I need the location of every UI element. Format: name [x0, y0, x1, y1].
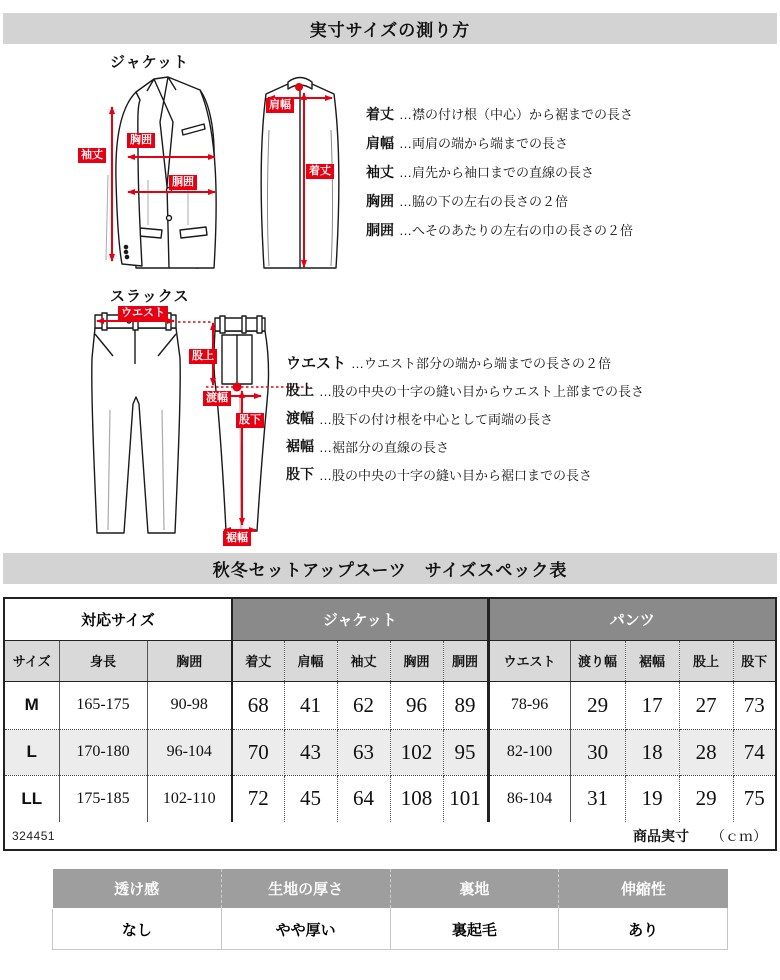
- definition-term: 渡幅: [286, 410, 314, 426]
- size-cell: L: [4, 729, 59, 775]
- value-cell: 29: [570, 681, 625, 729]
- definition-desc: …股下の付け根を中心として両端の長さ: [319, 411, 554, 427]
- inseam-tag: 股下: [236, 413, 264, 428]
- slacks-definitions: [286, 348, 644, 488]
- value-cell: 102-110: [147, 775, 232, 823]
- value-cell: 62: [337, 681, 390, 729]
- measure-guide-title: 実寸サイズの測り方: [3, 13, 777, 44]
- spec-value-row: [53, 909, 728, 950]
- definition-desc: …両肩の端から端までの長さ: [399, 136, 569, 151]
- value-cell: 82-100: [488, 729, 570, 775]
- column-header: 胸囲: [147, 640, 232, 681]
- value-cell: 18: [625, 729, 679, 775]
- chest-tag: 胸囲: [127, 133, 155, 148]
- value-cell: 165-175: [59, 681, 147, 729]
- size-row-m: [4, 681, 776, 729]
- size-row-l: [4, 729, 776, 775]
- value-cell: 102: [390, 729, 443, 775]
- column-header: 着丈: [232, 640, 284, 681]
- spec-header: 裏地: [390, 869, 559, 909]
- spec-header-row: [53, 869, 728, 909]
- size-cell: M: [4, 681, 59, 729]
- definition-desc: …股の中央の十字の縫い目から裾口までの長さ: [319, 467, 593, 483]
- value-cell: 28: [679, 729, 733, 775]
- value-cell: 41: [284, 681, 337, 729]
- value-cell: 170-180: [59, 729, 147, 775]
- definition-term: 胸囲: [366, 192, 394, 209]
- jacket-definitions: [366, 99, 633, 244]
- column-header: 股上: [679, 640, 733, 681]
- sleeve-length-tag: 袖丈: [78, 148, 106, 163]
- waist-girth-tag: 胴囲: [169, 175, 197, 190]
- size-spec-title: 秋冬セットアップスーツ サイズスペック表: [3, 553, 777, 584]
- definition-term: 着丈: [366, 105, 394, 122]
- size-cell: LL: [4, 775, 59, 823]
- pants-front-drawing: [92, 313, 180, 533]
- definition-term: 股上: [286, 382, 314, 398]
- definition-desc: …股の中央の十字の縫い目からウエスト上部までの長さ: [319, 383, 645, 399]
- definition-line: [366, 186, 633, 215]
- size-row-ll: [4, 775, 776, 823]
- column-header: 胴囲: [443, 640, 488, 681]
- value-cell: 75: [733, 775, 776, 823]
- value-cell: 64: [337, 775, 390, 823]
- definition-term: 裾幅: [286, 438, 314, 454]
- spec-value: なし: [53, 909, 222, 950]
- value-cell: 96-104: [147, 729, 232, 775]
- slacks-diagram: [80, 302, 315, 554]
- column-header: サイズ: [4, 640, 59, 681]
- value-cell: 86-104: [488, 775, 570, 823]
- slacks-section-label: スラックス: [110, 288, 190, 305]
- waist-tag: ウエスト: [118, 306, 168, 321]
- definition-desc: …脇の下の左右の長さの２倍: [399, 194, 569, 209]
- jacket-front-drawing: [106, 77, 216, 268]
- definition-desc: …裾部分の直線の長さ: [319, 439, 450, 455]
- value-cell: 78-96: [488, 681, 570, 729]
- product-code: 324451: [12, 828, 56, 843]
- body-length-tag: 着丈: [306, 164, 334, 179]
- shoulder-width-tag: 肩幅: [266, 98, 294, 113]
- value-cell: 74: [733, 729, 776, 775]
- spec-header: 生地の厚さ: [221, 869, 390, 909]
- value-cell: 27: [679, 681, 733, 729]
- fabric-spec-table: [52, 869, 728, 950]
- thigh-width-tag: 渡幅: [203, 391, 231, 406]
- column-header: 裾幅: [625, 640, 679, 681]
- value-cell: 17: [625, 681, 679, 729]
- jacket-section-label: ジャケット: [110, 54, 189, 71]
- column-header: 渡り幅: [570, 640, 625, 681]
- spec-header: 透け感: [53, 869, 222, 909]
- definition-desc: …へそのあたりの左右の巾の長さの２倍: [399, 223, 634, 238]
- jacket-diagram: [70, 70, 370, 292]
- actual-size-note: 商品実寸: [633, 827, 689, 844]
- group-header-pants: パンツ: [488, 598, 776, 640]
- definition-line: [366, 128, 633, 157]
- value-cell: 101: [443, 775, 488, 823]
- column-header: 肩幅: [284, 640, 337, 681]
- value-cell: 43: [284, 729, 337, 775]
- value-cell: 19: [625, 775, 679, 823]
- value-cell: 108: [390, 775, 443, 823]
- definition-term: 股下: [286, 466, 314, 482]
- value-cell: 96: [390, 681, 443, 729]
- definition-line: [366, 157, 633, 186]
- group-header-jacket: ジャケット: [232, 598, 488, 640]
- value-cell: 73: [733, 681, 776, 729]
- value-cell: 68: [232, 681, 284, 729]
- column-header-row: [4, 640, 776, 681]
- definition-line: [286, 404, 644, 432]
- value-cell: 89: [443, 681, 488, 729]
- definition-line: [286, 460, 644, 488]
- value-cell: 72: [232, 775, 284, 823]
- value-cell: 45: [284, 775, 337, 823]
- group-header-row: [4, 598, 776, 640]
- spec-header: 伸縮性: [559, 869, 728, 909]
- definition-desc: …ウエスト部分の端から端までの長さの２倍: [351, 355, 612, 371]
- value-cell: 30: [570, 729, 625, 775]
- value-cell: 70: [232, 729, 284, 775]
- definition-desc: …肩先から袖口までの直線の長さ: [399, 165, 595, 180]
- column-header: ウエスト: [488, 640, 570, 681]
- definition-line: [286, 432, 644, 460]
- spec-value: やや厚い: [221, 909, 390, 950]
- hem-width-tag: 裾幅: [223, 531, 251, 546]
- spec-value: あり: [559, 909, 728, 950]
- size-spec-table: [3, 597, 777, 824]
- group-header-size: 対応サイズ: [4, 598, 232, 640]
- rise-tag: 股上: [189, 349, 217, 364]
- definition-line: [366, 99, 633, 128]
- column-header: 股下: [733, 640, 776, 681]
- definition-line: [366, 215, 633, 244]
- column-header: 胸囲: [390, 640, 443, 681]
- column-header: 袖丈: [337, 640, 390, 681]
- definition-term: ウエスト: [286, 354, 347, 372]
- definition-term: 袖丈: [366, 163, 394, 180]
- definition-line: [286, 348, 644, 376]
- table-footer: [3, 822, 777, 851]
- definition-line: [286, 376, 644, 404]
- definition-term: 胴囲: [366, 221, 394, 238]
- column-header: 身長: [59, 640, 147, 681]
- value-cell: 63: [337, 729, 390, 775]
- value-cell: 90-98: [147, 681, 232, 729]
- value-cell: 175-185: [59, 775, 147, 823]
- value-cell: 95: [443, 729, 488, 775]
- unit-label: （ｃｍ）: [711, 827, 767, 844]
- definition-desc: …襟の付け根（中心）から裾までの長さ: [399, 107, 634, 122]
- definition-term: 肩幅: [366, 134, 394, 151]
- value-cell: 31: [570, 775, 625, 823]
- value-cell: 29: [679, 775, 733, 823]
- spec-value: 裏起毛: [390, 909, 559, 950]
